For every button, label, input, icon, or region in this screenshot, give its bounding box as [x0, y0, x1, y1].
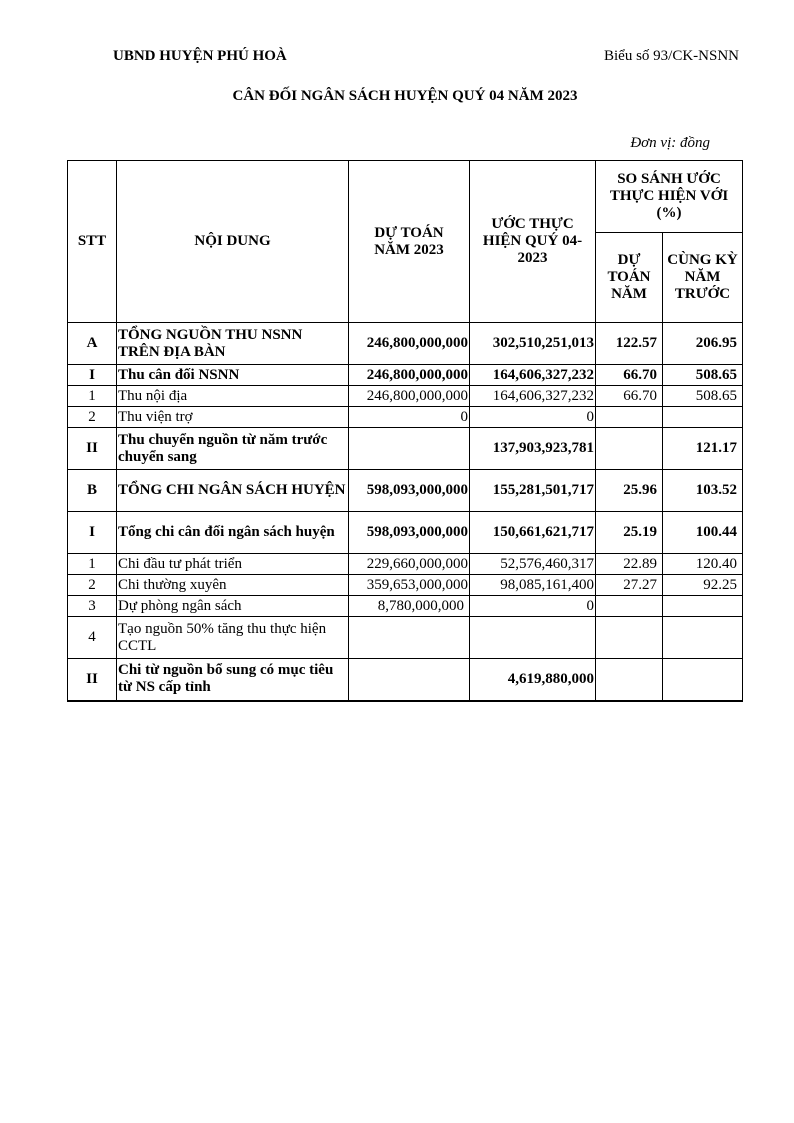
- row-vs-estimate: 66.70: [596, 365, 663, 386]
- row-content: TỔNG CHI NGÂN SÁCH HUYỆN: [117, 470, 349, 512]
- row-vs-prev-year: [663, 407, 743, 428]
- row-content: Thu nội địa: [117, 386, 349, 407]
- col-header-compare-group: SO SÁNH ƯỚC THỰC HIỆN VỚI (%): [596, 161, 743, 233]
- row-vs-prev-year: 206.95: [663, 323, 743, 365]
- row-content: Chi đầu tư phát triển: [117, 554, 349, 575]
- row-stt: A: [68, 323, 117, 365]
- row-vs-prev-year: [663, 617, 743, 659]
- row-vs-estimate: 27.27: [596, 575, 663, 596]
- row-estimate: 598,093,000,000: [349, 512, 470, 554]
- row-vs-estimate: [596, 617, 663, 659]
- col-header-stt: STT: [68, 161, 117, 323]
- row-stt: B: [68, 470, 117, 512]
- row-vs-estimate: 122.57: [596, 323, 663, 365]
- row-vs-estimate: 66.70: [596, 386, 663, 407]
- row-vs-estimate: [596, 428, 663, 470]
- row-actual: 164,606,327,232: [470, 365, 596, 386]
- row-stt: 1: [68, 554, 117, 575]
- row-actual: 137,903,923,781: [470, 428, 596, 470]
- table-row: [68, 323, 743, 365]
- row-content: Thu cân đối NSNN: [117, 365, 349, 386]
- col-header-vs-prev-year: CÙNG KỲ NĂM TRƯỚC: [663, 233, 743, 323]
- row-vs-prev-year: 508.65: [663, 365, 743, 386]
- row-stt: 3: [68, 596, 117, 617]
- row-vs-estimate: 22.89: [596, 554, 663, 575]
- table-row: [68, 428, 743, 470]
- row-content: Dự phòng ngân sách: [117, 596, 349, 617]
- row-estimate: 246,800,000,000: [349, 386, 470, 407]
- row-content: TỔNG NGUỒN THU NSNN TRÊN ĐỊA BÀN: [117, 323, 349, 365]
- table-row: [68, 407, 743, 428]
- row-stt: 2: [68, 575, 117, 596]
- row-content: Thu viện trợ: [117, 407, 349, 428]
- row-vs-prev-year: 120.40: [663, 554, 743, 575]
- row-actual: 155,281,501,717: [470, 470, 596, 512]
- row-vs-prev-year: 100.44: [663, 512, 743, 554]
- row-vs-prev-year: 92.25: [663, 575, 743, 596]
- row-actual: 4,619,880,000: [470, 659, 596, 701]
- row-estimate: 246,800,000,000: [349, 365, 470, 386]
- page-title: CÂN ĐỐI NGÂN SÁCH HUYỆN QUÝ 04 NĂM 2023: [232, 88, 578, 104]
- row-stt: II: [68, 428, 117, 470]
- row-vs-estimate: 25.19: [596, 512, 663, 554]
- table-row: [68, 365, 743, 386]
- row-vs-prev-year: [663, 659, 743, 701]
- table-row: [68, 512, 743, 554]
- row-vs-prev-year: [663, 596, 743, 617]
- col-header-vs-estimate: DỰ TOÁN NĂM: [596, 233, 663, 323]
- row-estimate: [349, 428, 470, 470]
- row-stt: 1: [68, 386, 117, 407]
- row-content: Tạo nguồn 50% tăng thu thực hiện CCTL: [117, 617, 349, 659]
- row-stt: I: [68, 365, 117, 386]
- row-content: Tổng chi cân đối ngân sách huyện: [117, 512, 349, 554]
- row-vs-estimate: [596, 407, 663, 428]
- row-estimate: 246,800,000,000: [349, 323, 470, 365]
- row-actual: 0: [470, 596, 596, 617]
- row-actual: 98,085,161,400: [470, 575, 596, 596]
- table-row: [68, 617, 743, 659]
- row-vs-prev-year: 508.65: [663, 386, 743, 407]
- unit-label: Đơn vị: đồng: [630, 135, 710, 151]
- row-estimate: 359,653,000,000: [349, 575, 470, 596]
- row-content: Chi thường xuyên: [117, 575, 349, 596]
- table-row: [68, 554, 743, 575]
- row-actual: 150,661,621,717: [470, 512, 596, 554]
- table-row: [68, 659, 743, 701]
- col-header-actual: ƯỚC THỰC HIỆN QUÝ 04-2023: [470, 161, 596, 323]
- row-actual: 52,576,460,317: [470, 554, 596, 575]
- row-vs-estimate: [596, 659, 663, 701]
- row-stt: 4: [68, 617, 117, 659]
- row-actual: 0: [470, 407, 596, 428]
- row-actual: 302,510,251,013: [470, 323, 596, 365]
- row-actual: [470, 617, 596, 659]
- col-header-estimate: DỰ TOÁN NĂM 2023: [349, 161, 470, 323]
- row-vs-estimate: [596, 596, 663, 617]
- col-header-content: NỘI DUNG: [117, 161, 349, 323]
- row-content: Chi từ nguồn bổ sung có mục tiêu từ NS cấp tỉnh: [117, 659, 349, 701]
- row-vs-estimate: 25.96: [596, 470, 663, 512]
- agency-name: UBND HUYỆN PHÚ HOÀ: [113, 48, 287, 64]
- budget-table: [67, 160, 743, 702]
- row-stt: I: [68, 512, 117, 554]
- row-actual: 164,606,327,232: [470, 386, 596, 407]
- row-vs-prev-year: 121.17: [663, 428, 743, 470]
- row-estimate: 229,660,000,000: [349, 554, 470, 575]
- row-content: Thu chuyển nguồn từ năm trước chuyển sang: [117, 428, 349, 470]
- row-stt: 2: [68, 407, 117, 428]
- row-estimate: 8,780,000,000: [349, 596, 470, 617]
- table-row: [68, 470, 743, 512]
- table-row: [68, 596, 743, 617]
- form-number: Biểu số 93/CK-NSNN: [603, 48, 739, 64]
- row-estimate: [349, 659, 470, 701]
- row-stt: II: [68, 659, 117, 701]
- row-estimate: 598,093,000,000: [349, 470, 470, 512]
- table-row: [68, 575, 743, 596]
- row-vs-prev-year: 103.52: [663, 470, 743, 512]
- row-estimate: 0: [349, 407, 470, 428]
- table-row: [68, 386, 743, 407]
- row-estimate: [349, 617, 470, 659]
